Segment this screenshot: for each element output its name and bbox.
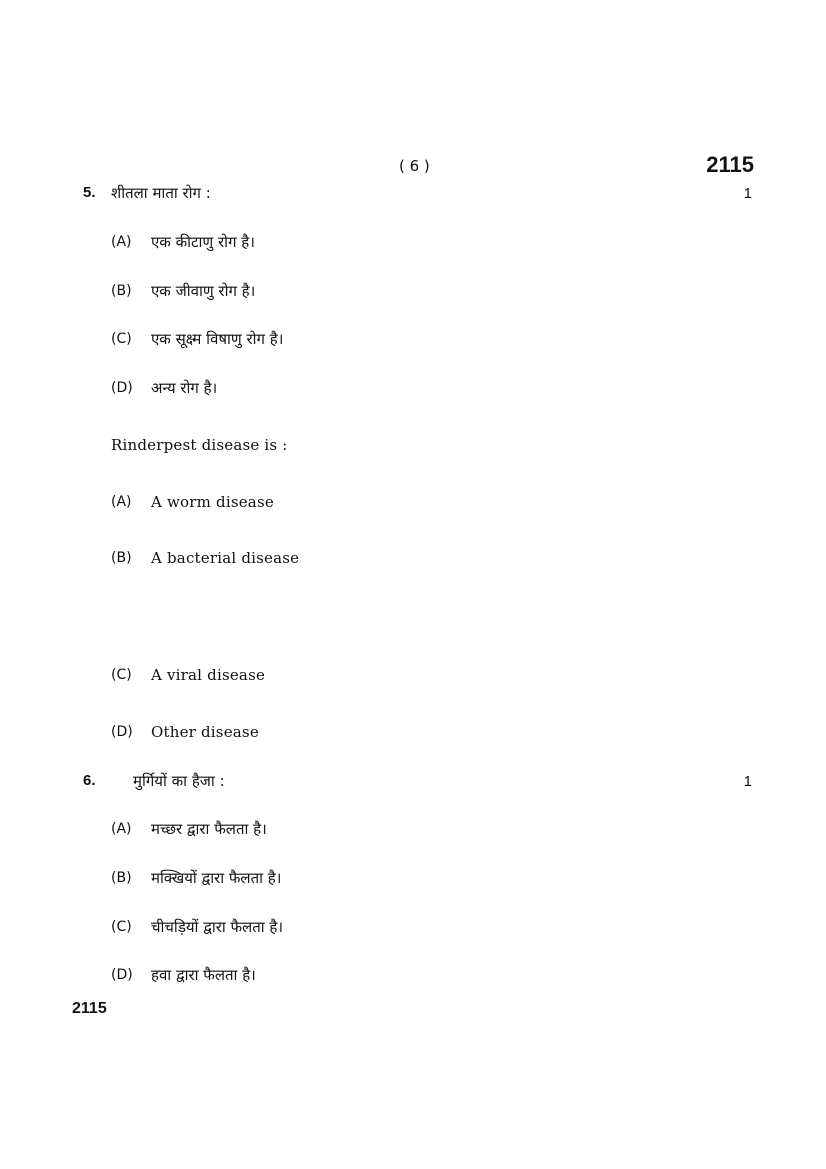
question-5-marks: 1 [743, 185, 752, 202]
question-6-marks: 1 [743, 773, 752, 790]
q5-english-option-c-label: (C) [111, 667, 132, 683]
q5-hindi-option-c-text: एक सूक्ष्म विषाणु रोग है। [151, 330, 284, 348]
paper-code-footer: 2115 [72, 1000, 107, 1017]
q5-hindi-option-a-text: एक कीटाणु रोग है। [151, 233, 255, 251]
question-5-hindi-text: शीतला माता रोग : [111, 184, 211, 202]
q5-hindi-option-d-text: अन्य रोग है। [151, 379, 218, 397]
q5-english-option-b-label: (B) [111, 550, 132, 566]
q6-hindi-option-b-label: (B) [111, 870, 132, 886]
q5-english-option-b-text: A bacterial disease [151, 549, 300, 567]
q6-hindi-option-b-text: मक्खियों द्वारा फैलता है। [151, 869, 282, 887]
q6-hindi-option-d-label: (D) [111, 967, 133, 983]
q6-hindi-option-d-text: हवा द्वारा फैलता है। [151, 966, 256, 984]
q5-english-option-d-text: Other disease [151, 723, 259, 741]
q5-hindi-option-d-label: (D) [111, 380, 133, 396]
q6-hindi-option-c-text: चीचड़ियों द्वारा फैलता है। [151, 918, 284, 936]
question-6-hindi-text: मुर्गियों का हैजा : [133, 772, 225, 790]
q6-hindi-option-c-label: (C) [111, 919, 132, 935]
question-5-number: 5. [83, 184, 96, 201]
page-number: ( 6 ) [399, 157, 430, 175]
q5-hindi-option-a-label: (A) [111, 234, 132, 250]
q5-english-option-d-label: (D) [111, 724, 133, 740]
q5-hindi-option-b-text: एक जीवाणु रोग है। [151, 282, 256, 300]
q5-hindi-option-b-label: (B) [111, 283, 132, 299]
q5-english-option-a-label: (A) [111, 494, 132, 510]
q5-hindi-option-c-label: (C) [111, 331, 132, 347]
q5-english-option-c-text: A viral disease [151, 666, 266, 684]
q6-hindi-option-a-text: मच्छर द्वारा फैलता है। [151, 820, 267, 838]
question-6-number: 6. [83, 772, 96, 789]
q5-english-option-a-text: A worm disease [151, 493, 274, 511]
question-5-english-text: Rinderpest disease is : [111, 436, 288, 454]
q6-hindi-option-a-label: (A) [111, 821, 132, 837]
paper-code-header: 2115 [706, 152, 754, 177]
